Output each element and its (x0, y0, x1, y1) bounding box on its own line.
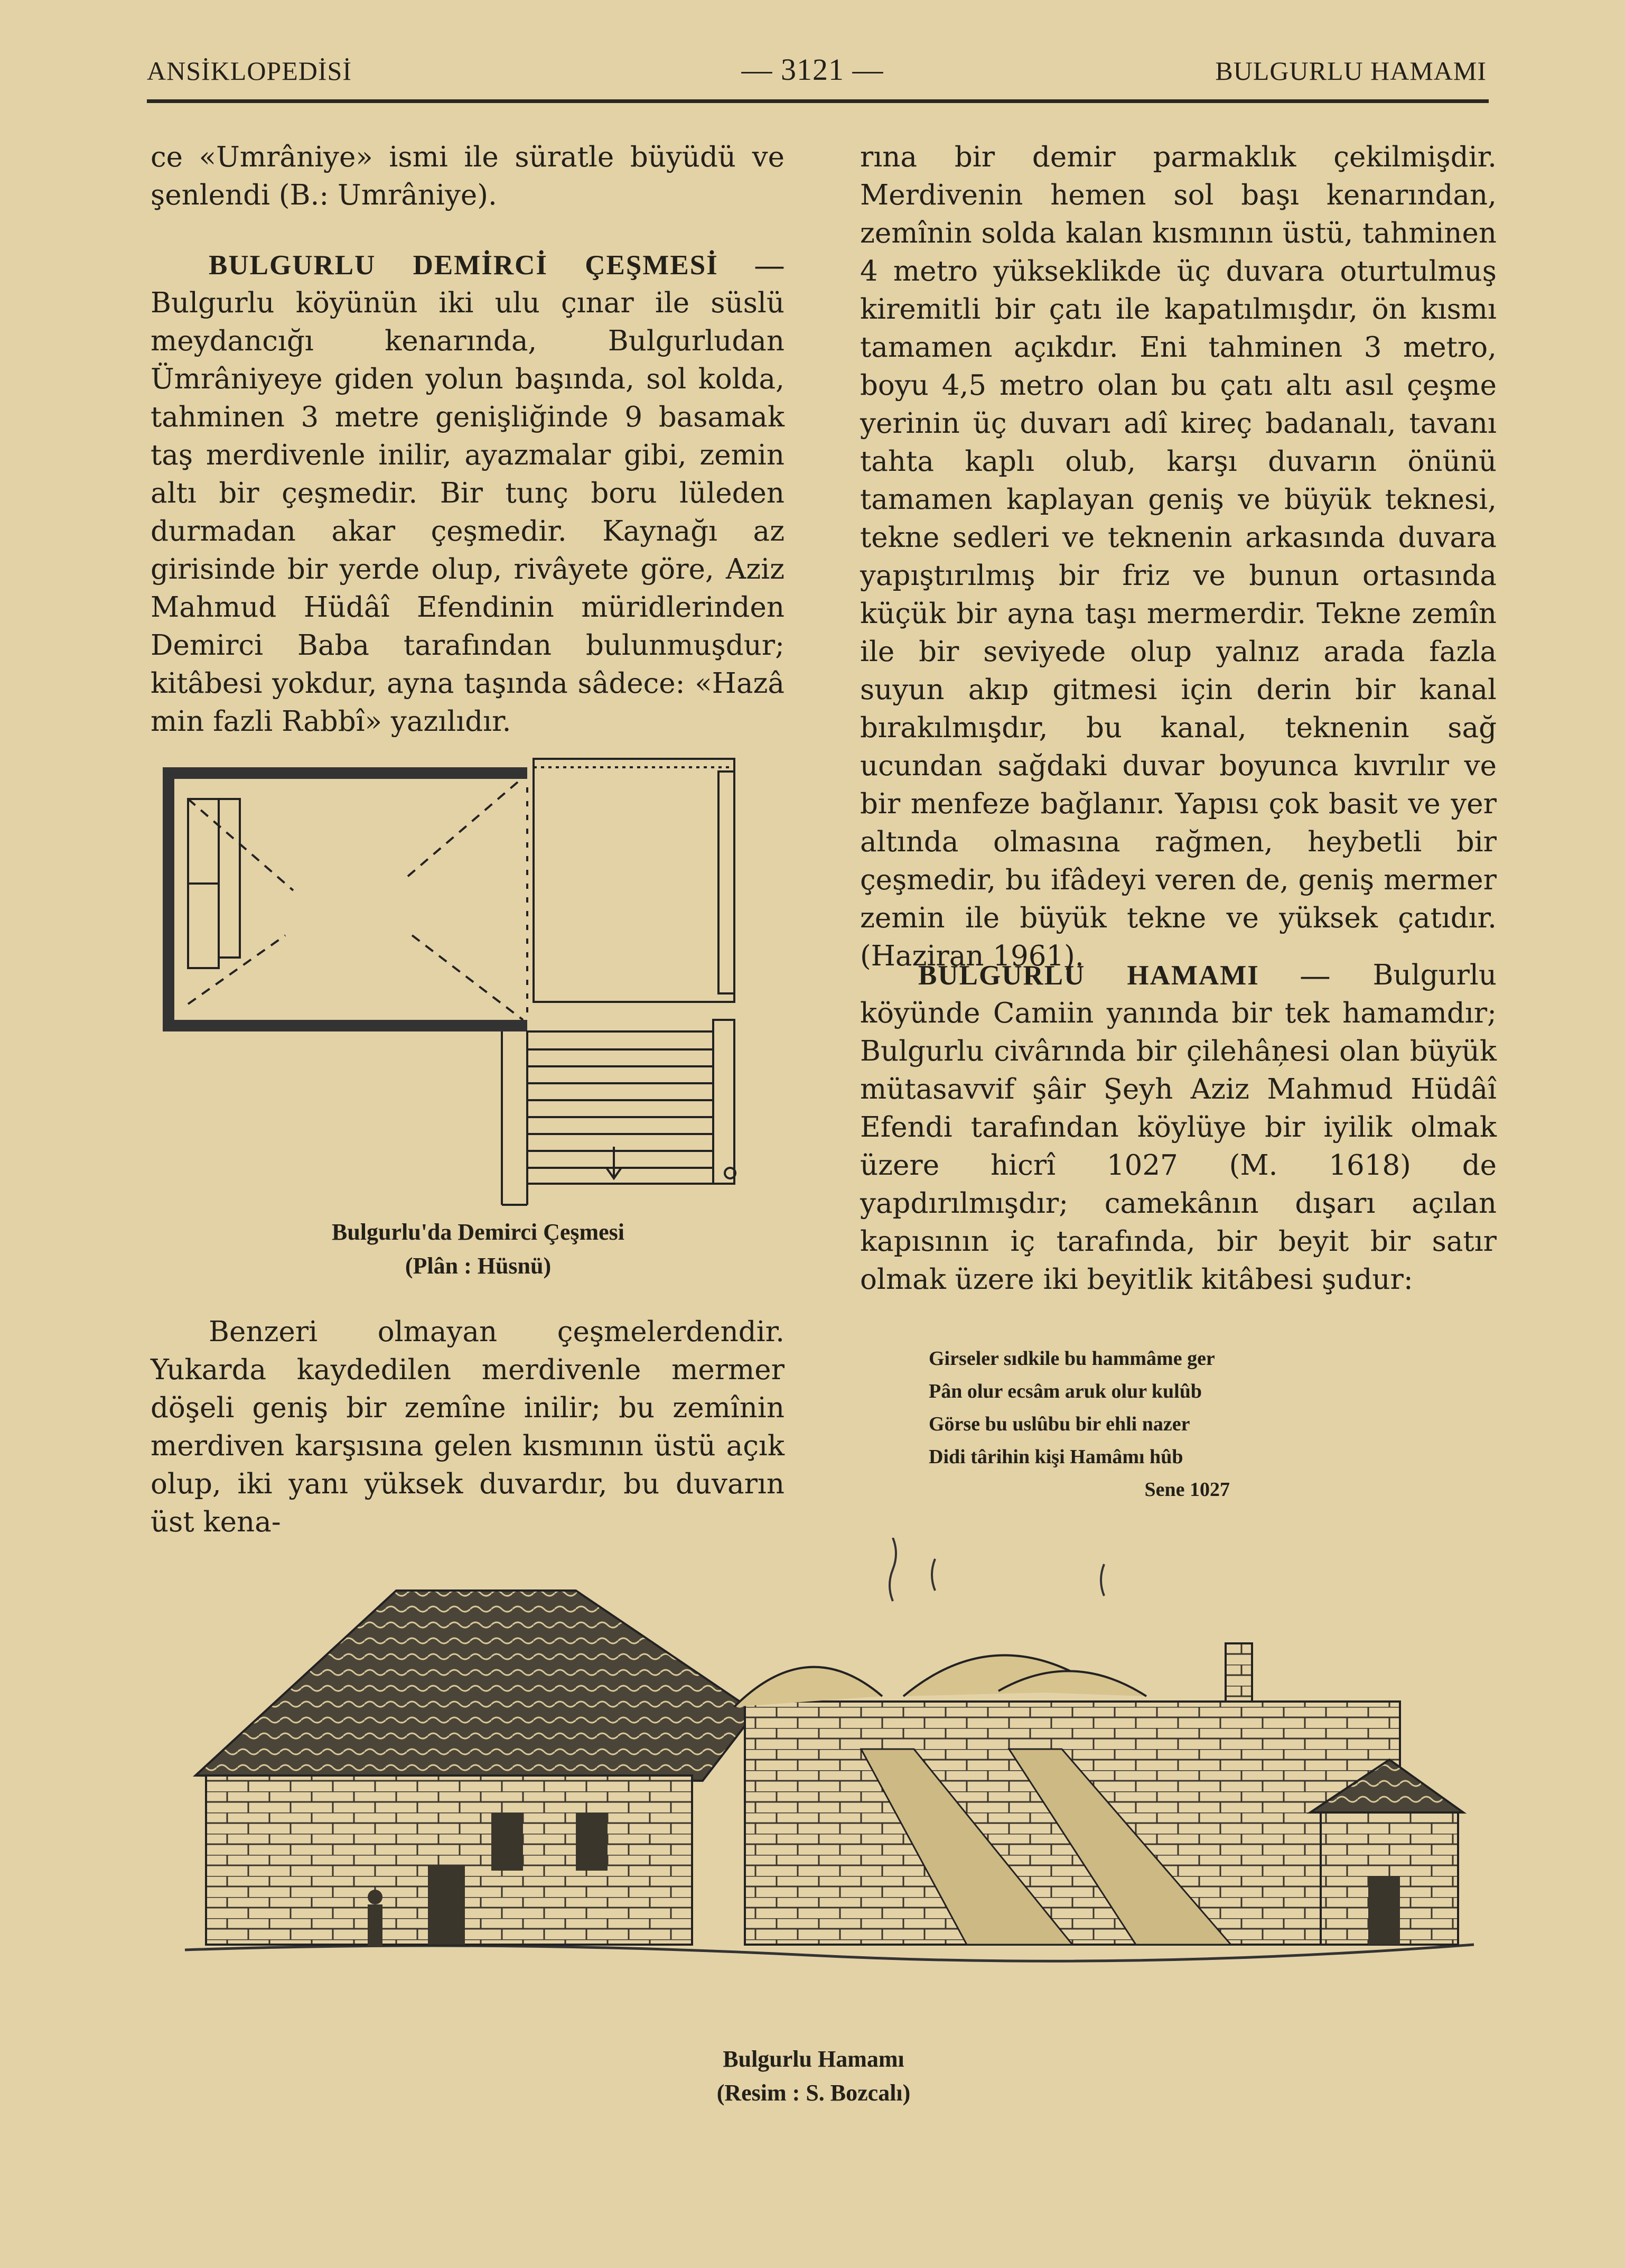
demirci-cesmesi-title: BULGURLU DEMİRCİ ÇEŞMESİ — (209, 250, 785, 281)
left-column-upper (151, 138, 785, 741)
verse-line-4: Didi târihin kişi Hamâmı hûb (929, 1446, 1183, 1468)
inscription-verse (929, 1342, 1330, 1506)
bulgurlu-hamami-body: Bulgurlu köyünde Camiin yanında bir tek hamamdır; Bulgurlu civârında bir çilehâņesi olan büyük mütasavvif şâir Şeyh Aziz Mahmud Hüdâî Efendi tarafından köylüye bir iyilik olmak üzere hicrî 1027 (M. 1618) de yapdırılmışdır; camekânın dışarı açılan kapısının iç tarafında, bir beyit bir satır olmak üzere iki beyitlik kitâbesi şudur: (860, 959, 1497, 1296)
demirci-cesmesi-body: Bulgurlu köyünün iki ulu çınar ile süslü meydancığı kenarında, Bulgurludan Ümrâniyeye giden yolun başında, sol kolda, tahminen 3 metre genişliğinde 9 basamak taş merdivenle inilir, ayazmalar gibi, zemin altı bir çeşmedir. Bir tunç boru lüleden durmadan akar çeşmedir. Kaynağı az girisinde bir yerde olup, rivâyete göre, Aziz Mahmud Hüdâî Efendinin müridlerinden Demirci Baba tarafından bulunmuşdur; kitâbesi yokdur, ayna taşında sâdece: «Hazâ min fazli Rabbî» yazılıdır. (151, 287, 785, 738)
header-left: ANSİKLOPEDİSİ (147, 56, 352, 86)
right-column-lower (860, 956, 1497, 1299)
right-column-upper (860, 138, 1497, 975)
plan-caption-credit: (Plân : Hüsnü) (405, 1253, 552, 1279)
page-number: — 3121 — (741, 52, 884, 87)
header-rule (147, 99, 1489, 103)
left-column-lower (151, 1313, 785, 1541)
plan-caption (227, 1215, 729, 1283)
verse-line-2: Pân olur ecsâm aruk olur kulûb (929, 1380, 1202, 1402)
fountain-plan-drawing (158, 756, 766, 1210)
photo-caption-credit: (Resim : S. Bozcalı) (716, 2080, 911, 2106)
left-para-continued: ce «Umrâniye» ismi ile süratle büyüdü ve şenlendi (B.: Umrâniye). (151, 141, 785, 211)
verse-year: Sene 1027 (1144, 1479, 1230, 1501)
demirci-cesmesi-entry (151, 246, 785, 741)
right-para-continued: rına bir demir parmaklık çekilmişdir. Merdivenin hemen sol başı kenarından, zemînin solda kalan kısmının üstü, tahminen 4 metro yükseklikde üç duvara oturtulmuş kiremitli bir çatı ile kapatılmışdır, ön kısmı tamamen açıkdır. Eni tahminen 3 metro, boyu 4,5 metro olan bu çatı altı asıl çeşme yerinin üç duvarı adî kireç badanalı, tavanı tahta kaplı olub, karşı duvarın önünü tamamen kaplayan geniş ve büyük teknesi, tekne sedleri ve teknenin arkasında duvara yapıştırılmış bir friz ve bunun ortasında küçük bir ayna taşı mermerdir. Tekne zemîn ile bir seviyede olup yalnız arada fazla suyun akıp gitmesi için derin bir kanal bırakılmışdır, bu kanal, teknenin sağ ucundan sağdaki duvar boyunca kıvrılır ve bir menfeze bağlanır. Yapısı çok basit ve yer altında olmasına rağmen, heybetli bir çeşmedir, bu ifâdeyi veren de, geniş mermer zemin ile büyük tekne ve yüksek çatıdır. (Haziran 1961). (860, 141, 1497, 972)
bulgurlu-hamami-title: BULGURLU HAMAMI — (918, 960, 1330, 991)
bath-house-illustration (174, 1538, 1484, 2013)
left-para-after-plan: Benzeri olmayan çeşmelerdendir. Yukarda kaydedilen merdivenle mermer döşeli geniş bir zemîne inilir; bu zemînin merdiven karşısına gelen kısmının üstü açık olup, iki yanı yüksek duvardır, bu duvarın üst kena- (151, 1316, 785, 1538)
verse-line-1: Girseler sıdkile bu hammâme ger (929, 1347, 1215, 1370)
header-right: BULGURLU HAMAMI (1215, 56, 1487, 86)
photo-caption (497, 2042, 1131, 2110)
photo-caption-title: Bulgurlu Hamamı (723, 2046, 904, 2072)
plan-caption-title: Bulgurlu'da Demirci Çeşmesi (331, 1219, 625, 1245)
bulgurlu-hamami-entry (860, 956, 1497, 1299)
verse-line-3: Görse bu uslûbu bir ehli nazer (929, 1413, 1190, 1435)
